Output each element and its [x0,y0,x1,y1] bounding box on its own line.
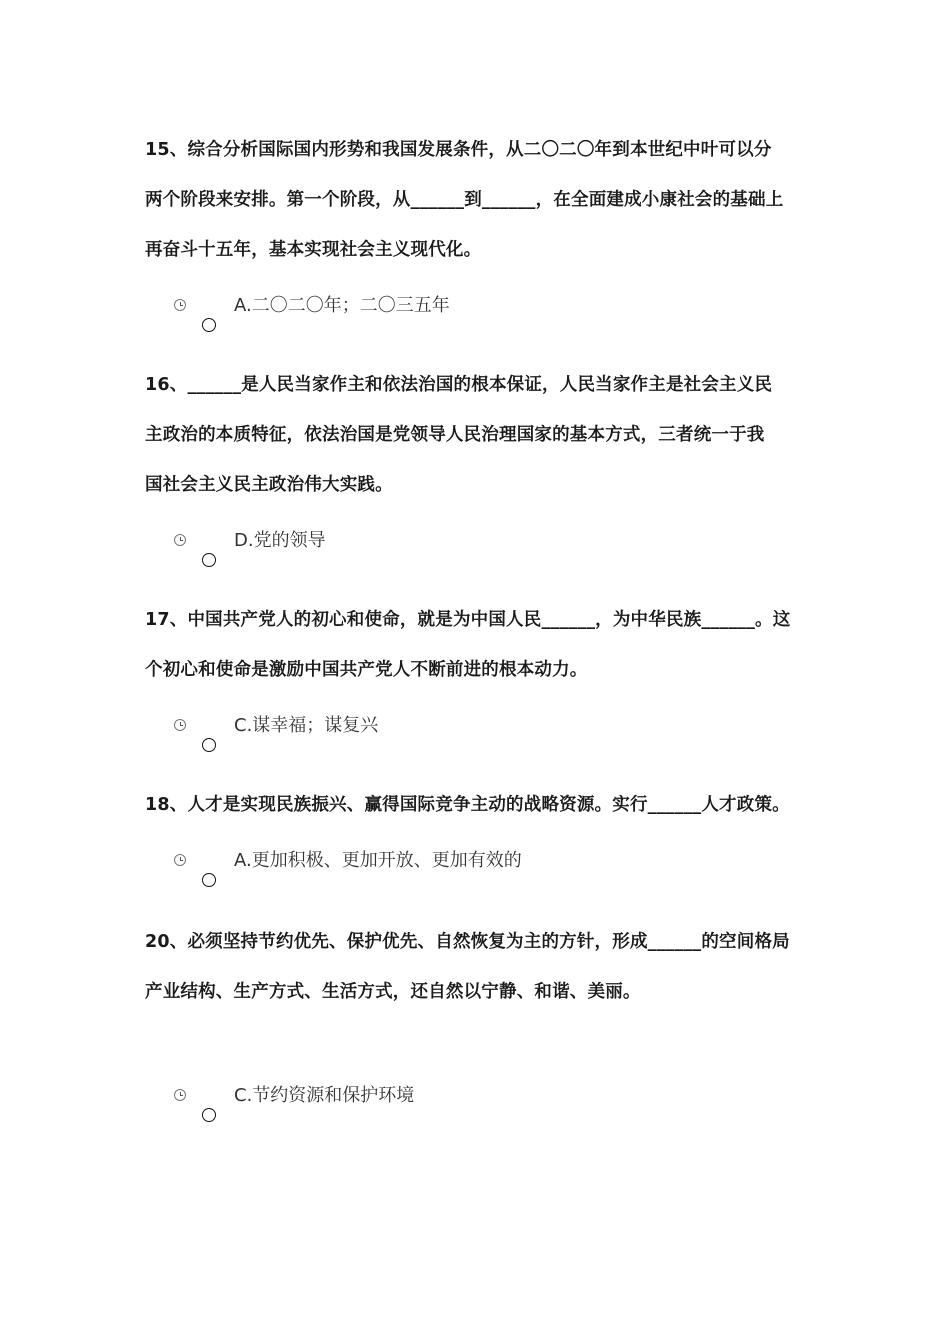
question-text-line: 个初心和使命是激励中国共产党人不断前进的根本动力。 [145,660,588,680]
clock-icon [174,719,186,731]
question-text-line: 15、综合分析国际国内形势和我国发展条件，从二〇二〇年到本世纪中叶可以分 [145,140,772,160]
question-text-line: 17、中国共产党人的初心和使命，就是为中国人民______，为中华民族______。这 [145,610,791,630]
radio-button[interactable] [202,738,216,752]
question-18 [145,780,815,830]
option-label: C.节约资源和保护环境 [234,1085,415,1106]
answer-option-17[interactable] [172,713,772,757]
question-17 [145,595,815,695]
radio-button[interactable] [202,318,216,332]
question-text-line: 两个阶段来安排。第一个阶段，从______到______，在全面建成小康社会的基础上 [145,190,784,210]
radio-button[interactable] [202,553,216,567]
clock-icon [174,534,186,546]
clock-icon [174,1089,186,1101]
option-label: A.更加积极、更加开放、更加有效的 [234,850,522,871]
answer-option-20[interactable] [172,1083,772,1127]
question-text-line: 16、______是人民当家作主和依法治国的根本保证，人民当家作主是社会主义民 [145,375,773,395]
radio-button[interactable] [202,1108,216,1122]
question-text-line: 18、人才是实现民族振兴、赢得国际竞争主动的战略资源。实行______人才政策。 [145,795,790,815]
question-text-line: 主政治的本质特征，依法治国是党领导人民治理国家的基本方式，三者统一于我 [145,425,765,445]
question-16 [145,360,815,510]
clock-icon [174,854,186,866]
question-15 [145,125,815,275]
radio-button[interactable] [202,873,216,887]
option-label: D.党的领导 [234,530,326,551]
answer-option-16[interactable] [172,528,772,572]
question-text-line: 产业结构、生产方式、生活方式，还自然以宁静、和谐、美丽。 [145,982,641,1002]
option-label: A.二〇二〇年；二〇三五年 [234,295,450,316]
clock-icon [174,299,186,311]
answer-option-18[interactable] [172,848,772,892]
question-20 [145,917,815,1017]
answer-option-15[interactable] [172,293,772,337]
question-text-line: 国社会主义民主政治伟大实践。 [145,475,393,495]
question-text-line: 20、必须坚持节约优先、保护优先、自然恢复为主的方针，形成______的空间格局 [145,932,790,952]
question-text-line: 再奋斗十五年，基本实现社会主义现代化。 [145,240,482,260]
option-label: C.谋幸福；谋复兴 [234,715,379,736]
